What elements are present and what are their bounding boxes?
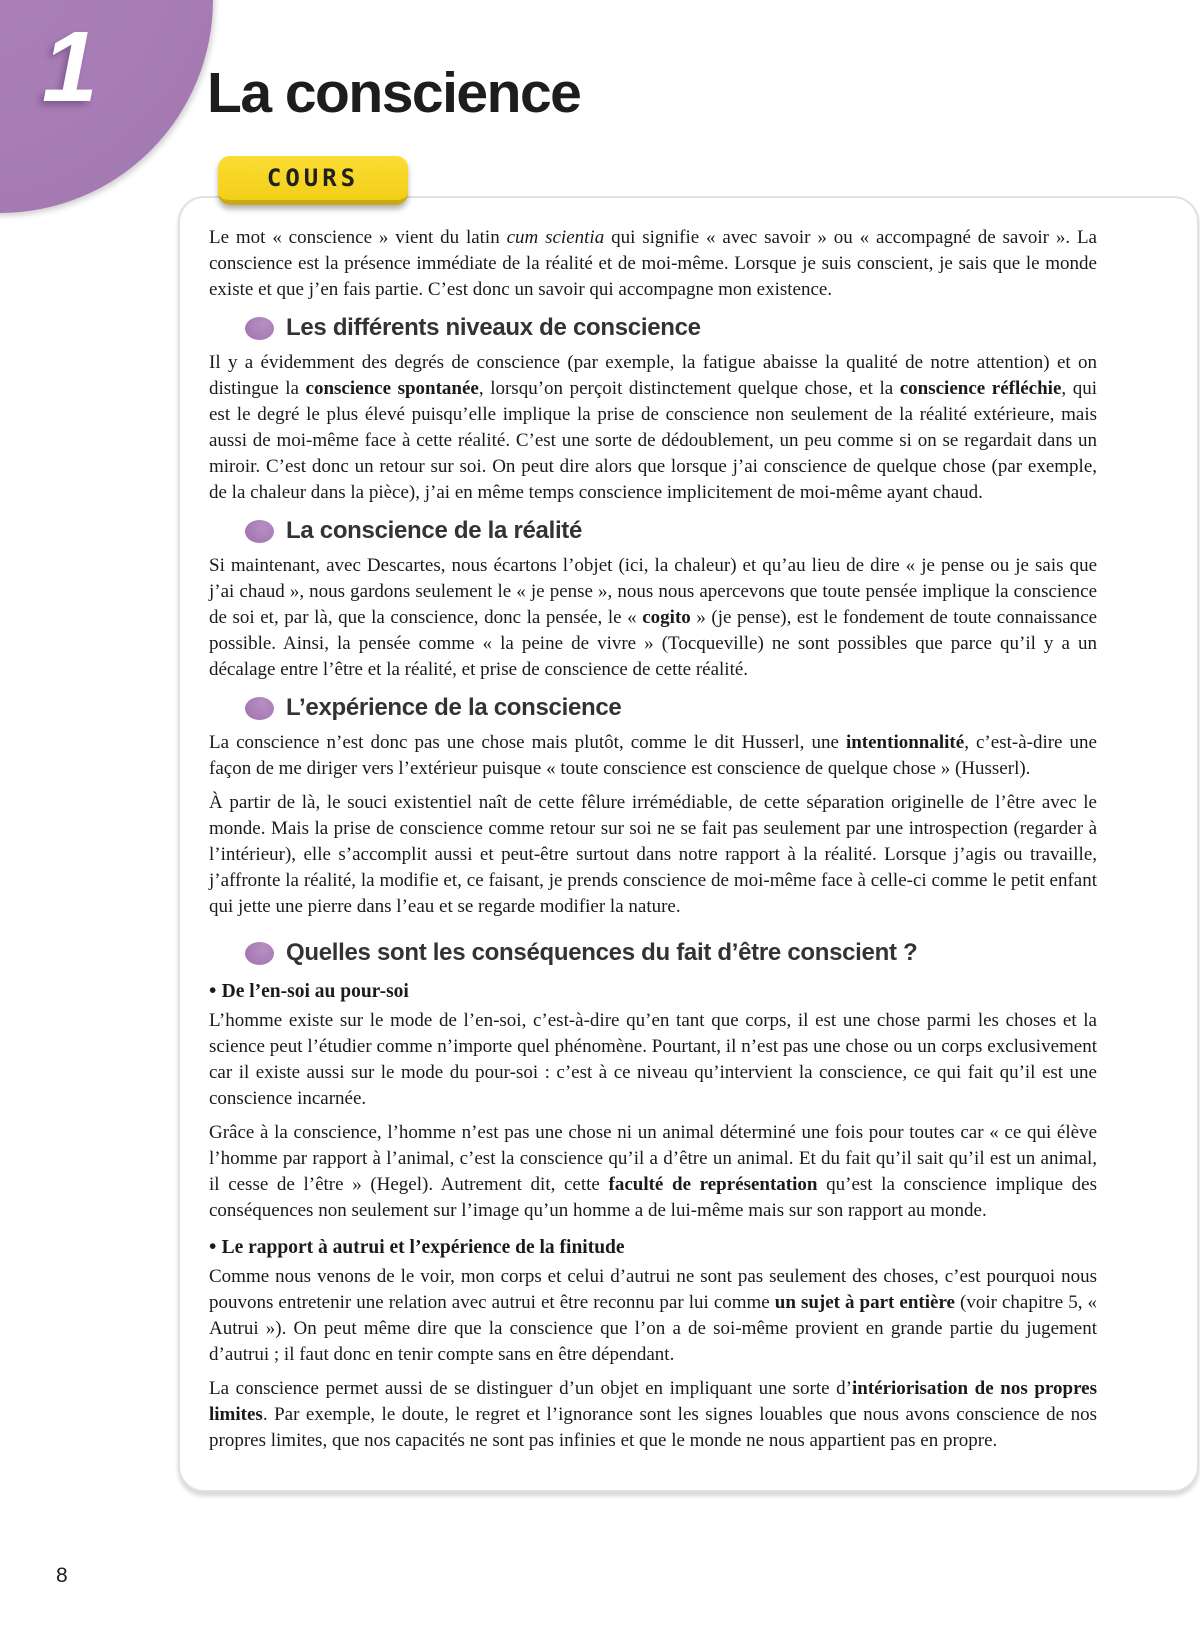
section-title: Quelles sont les conséquences du fait d’être conscient ? xyxy=(286,939,918,966)
course-content-card xyxy=(178,196,1199,1492)
page-number: 8 xyxy=(56,1564,68,1587)
section-niveaux-de-conscience xyxy=(209,313,1097,506)
section-heading xyxy=(245,516,1097,546)
purple-bullet-icon xyxy=(245,317,274,340)
section-paragraph: Si maintenant, avec Descartes, nous écartons l’objet (ici, la chaleur) et qu’au lieu de dire « je pense ou je sais que j’ai chaud », nous gardons seulement le « je pense », nous nous apercevons que toute pensée implique la conscience de soi et, par là, que la conscience, donc la pensée, le « cogito » (je pense), est le fondement de toute connaissance possible. Ainsi, la pensée comme « la peine de vivre » (Tocqueville) ne sont possibles que parce qu’il y a un décalage entre l’être et la réalité, et prise de conscience de cette réalité. xyxy=(209,555,1098,680)
page-title: La conscience xyxy=(207,61,581,125)
chapter-corner-decoration xyxy=(0,0,213,213)
subsection-paragraph: L’homme existe sur le mode de l’en-soi, c’est-à-dire qu’en tant que corps, il est une chose parmi les choses et la science peut l’étudier comme n’importe quel phénomène. Pourtant, il n’est pas une chose ou un corps exclusivement car il existe aussi sur le mode du pour-soi : c’est à ce niveau qu’intervient la conscience, ce qui fait qu’il est une conscience incarnée. xyxy=(209,1010,1097,1109)
subsection-paragraph: Comme nous venons de le voir, mon corps et celui d’autrui ne sont pas seulement des choses, c’est pourquoi nous pouvons entretenir une relation avec autrui et être reconnu par lui comme un sujet à part entière (voir chapitre 5, « Autrui »). On peut même dire que la conscience que l’on a de soi-même provient en grande partie du jugement d’autrui ; il faut donc en tenir compte sans en être dépendant. xyxy=(209,1266,1097,1365)
cours-badge-label: COURS xyxy=(266,164,360,192)
section-conscience-realite xyxy=(209,516,1097,683)
subsection-paragraph: La conscience permet aussi de se distinguer d’un objet en impliquant une sorte d’intériorisation de nos propres limites. Par exemple, le doute, le regret et l’ignorance sont les signes louables que nous avons conscience de nos propres limites, que nos capacités ne sont pas infinies et que le monde ne nous appartient pas en propre. xyxy=(209,1378,1097,1451)
cours-badge xyxy=(218,156,408,205)
section-paragraph: À partir de là, le souci existentiel naît de cette fêlure irrémédiable, de cette séparation originelle de l’être avec le monde. Mais la prise de conscience comme retour sur soi ne se fait pas seulement par une introspection (regarder à l’intérieur), elle s’accomplit aussi et peut-être surtout dans notre rapport à la réalité. Lorsque j’agis ou travaille, j’affronte la réalité, la modifie et, ce faisant, je prends conscience de moi-même face à celle-ci comme le petit enfant qui jette une pierre dans l’eau et se regarde modifier la nature. xyxy=(209,792,1097,917)
section-paragraph: Il y a évidemment des degrés de conscience (par exemple, la fatigue abaisse la qualité de notre attention) et on distingue la conscience spontanée, lorsqu’on perçoit distinctement quelque chose, et la conscience réfléchie, qui est le degré le plus élevé puisqu’elle implique la prise de conscience non seulement de la réalité extérieure, mais aussi de moi-même face à cette réalité. C’est une sorte de dédoublement, un peu comme si on se regardait dans un miroir. C’est donc un retour sur soi. On peut dire alors que lorsque j’ai conscience de quelque chose (par exemple, de la chaleur dans la pièce), j’ai en même temps conscience implicitement de moi-même ayant chaud. xyxy=(209,352,1098,503)
section-heading xyxy=(245,313,1097,343)
section-paragraph: La conscience n’est donc pas une chose mais plutôt, comme le dit Husserl, une intentionnalité, c’est-à-dire une façon de me diriger vers l’extérieur puisque « toute conscience est conscience de quelque chose » (Husserl). xyxy=(209,732,1097,779)
chapter-number: 1 xyxy=(42,11,98,123)
section-title: Les différents niveaux de conscience xyxy=(286,314,701,341)
subsection-title: • De l’en-soi au pour-soi xyxy=(209,978,1097,1004)
subsection-paragraph: Grâce à la conscience, l’homme n’est pas une chose ni un animal déterminé une fois pour toutes car « ce qui élève l’homme par rapport à l’animal, c’est la conscience qu’il a d’être un animal. Et du fait qu’il sait qu’il est un animal, il cesse de l’être » (Hegel). Autrement dit, cette faculté de représentation qu’est la conscience implique des conséquences non seulement sur l’image qu’un homme a de lui-même mais sur son rapport au monde. xyxy=(209,1122,1098,1221)
section-heading xyxy=(245,693,1097,723)
section-title: La conscience de la réalité xyxy=(286,517,583,544)
section-consequences-conscient xyxy=(209,938,1097,1454)
subsection-en-soi-pour-soi xyxy=(209,978,1097,1224)
section-heading xyxy=(245,938,1097,968)
section-experience-conscience xyxy=(209,693,1097,920)
purple-bullet-icon xyxy=(245,942,274,965)
section-title: L’expérience de la conscience xyxy=(286,694,622,721)
purple-bullet-icon xyxy=(245,520,274,543)
purple-bullet-icon xyxy=(245,697,274,720)
subsection-rapport-autrui xyxy=(209,1234,1097,1454)
intro-paragraph: Le mot « conscience » vient du latin cum scientia qui signifie « avec savoir » ou « accompagné de savoir ». La conscience est la présence immédiate de la réalité et de moi-même. Lorsque je suis conscient, je sais que le monde existe et que j’en fais partie. C’est donc un savoir qui accompagne mon existence. xyxy=(209,227,1097,300)
subsection-title: • Le rapport à autrui et l’expérience de la finitude xyxy=(209,1234,1097,1260)
